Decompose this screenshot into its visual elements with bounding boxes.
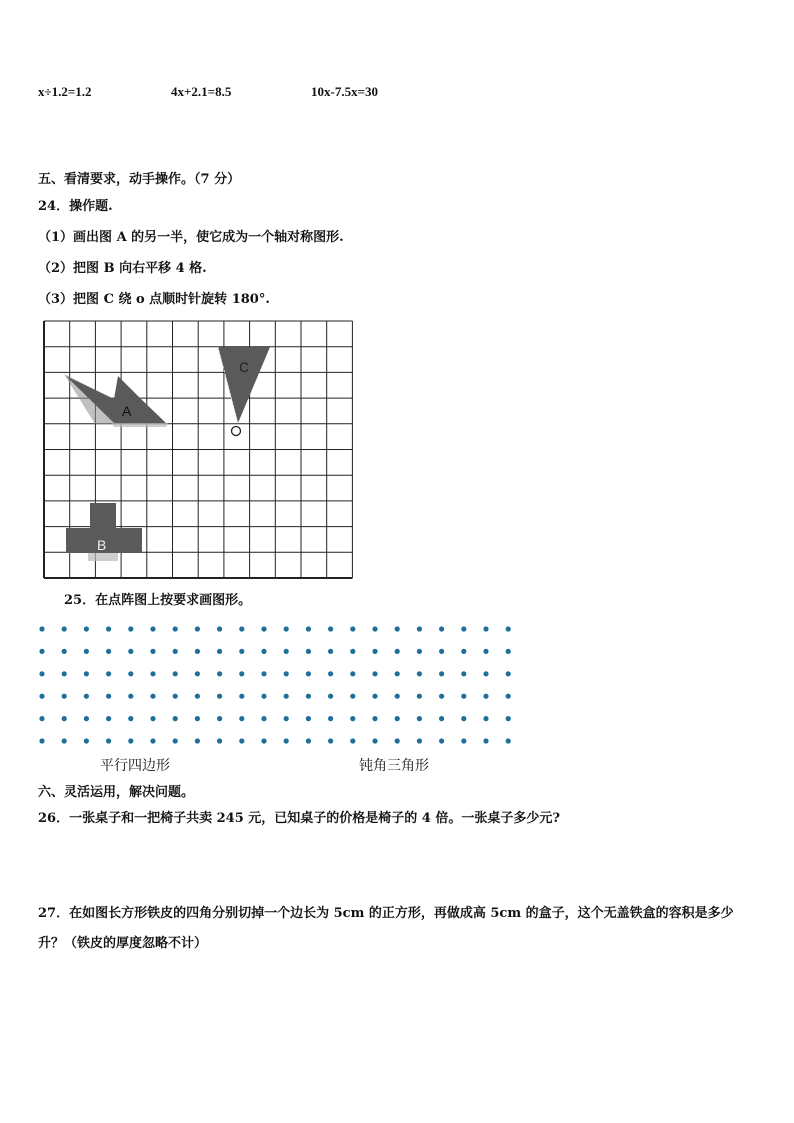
lattice-dot bbox=[439, 738, 444, 743]
lattice-dot bbox=[284, 671, 289, 676]
lattice-dot bbox=[217, 649, 222, 654]
lattice-dot bbox=[150, 649, 155, 654]
lattice-dot bbox=[106, 694, 111, 699]
lattice-dot bbox=[261, 738, 266, 743]
lattice-dot bbox=[350, 738, 355, 743]
lattice-dot bbox=[217, 671, 222, 676]
lattice-dot bbox=[261, 694, 266, 699]
lattice-dot bbox=[284, 694, 289, 699]
lattice-dot bbox=[306, 671, 311, 676]
lattice-dot bbox=[284, 738, 289, 743]
lattice-dot bbox=[217, 694, 222, 699]
question-27-line-2: 升？（铁皮的厚度忽略不计） bbox=[38, 936, 208, 951]
lattice-dot bbox=[483, 716, 488, 721]
lattice-dot bbox=[84, 738, 89, 743]
lattice-dot bbox=[128, 738, 133, 743]
lattice-dot bbox=[173, 649, 178, 654]
equation-1: x÷1.2=1.2 bbox=[38, 84, 92, 99]
lattice-dot bbox=[128, 694, 133, 699]
lattice-dot bbox=[506, 716, 511, 721]
lattice-dot bbox=[372, 716, 377, 721]
lattice-dot bbox=[62, 671, 67, 676]
lattice-dot bbox=[150, 716, 155, 721]
lattice-dot bbox=[106, 671, 111, 676]
lattice-dot bbox=[506, 626, 511, 631]
lattice-dot bbox=[306, 716, 311, 721]
lattice-dot bbox=[150, 626, 155, 631]
lattice-dot bbox=[84, 649, 89, 654]
section-5-heading: 五、看清要求，动手操作。（7 分） bbox=[38, 172, 241, 187]
lattice-dot bbox=[150, 671, 155, 676]
lattice-dot bbox=[306, 649, 311, 654]
lattice-dot bbox=[173, 738, 178, 743]
lattice-dot bbox=[39, 671, 44, 676]
lattice-dot bbox=[239, 649, 244, 654]
lattice-dot bbox=[106, 738, 111, 743]
label-c: C bbox=[239, 359, 250, 375]
lattice-dot bbox=[84, 626, 89, 631]
lattice-dot bbox=[284, 649, 289, 654]
lattice-dot bbox=[395, 738, 400, 743]
label-a: A bbox=[122, 403, 132, 419]
lattice-dot bbox=[62, 649, 67, 654]
lattice-dot bbox=[261, 626, 266, 631]
lattice-dot bbox=[417, 716, 422, 721]
lattice-dot bbox=[439, 716, 444, 721]
lattice-dot bbox=[39, 716, 44, 721]
lattice-dot bbox=[284, 716, 289, 721]
lattice-dot bbox=[195, 649, 200, 654]
lattice-dot bbox=[395, 671, 400, 676]
lattice-dot bbox=[328, 716, 333, 721]
question-24-item-1: （1）画出图 A 的另一半，使它成为一个轴对称图形. bbox=[38, 230, 344, 245]
lattice-dot bbox=[372, 671, 377, 676]
lattice-dot bbox=[395, 649, 400, 654]
lattice-dot bbox=[506, 671, 511, 676]
lattice-dot bbox=[39, 738, 44, 743]
lattice-dot bbox=[439, 626, 444, 631]
lattice-dot bbox=[461, 626, 466, 631]
lattice-dot bbox=[506, 649, 511, 654]
lattice-dot bbox=[84, 716, 89, 721]
lattice-dot bbox=[306, 694, 311, 699]
question-27-line-1: 27．在如图长方形铁皮的四角分别切掉一个边长为 5cm 的正方形，再做成高 5cm 的盒子，这个无盖铁盒的容积是多少 bbox=[38, 906, 734, 921]
lattice-dot bbox=[328, 626, 333, 631]
lattice-dot bbox=[239, 626, 244, 631]
lattice-dot bbox=[106, 626, 111, 631]
lattice-dot bbox=[483, 738, 488, 743]
question-24-item-3: （3）把图 C 绕 o 点顺时针旋转 180°. bbox=[38, 292, 270, 307]
lattice-dot bbox=[195, 671, 200, 676]
lattice-dot bbox=[461, 694, 466, 699]
lattice-dot bbox=[417, 649, 422, 654]
lattice-dot bbox=[150, 738, 155, 743]
question-24-item-2: （2）把图 B 向右平移 4 格. bbox=[38, 261, 207, 276]
lattice-dot bbox=[306, 738, 311, 743]
transformation-grid bbox=[42, 319, 354, 581]
lattice-dot bbox=[439, 649, 444, 654]
lattice-dot bbox=[62, 694, 67, 699]
lattice-dot bbox=[239, 694, 244, 699]
lattice-dot bbox=[239, 716, 244, 721]
lattice-dot bbox=[439, 694, 444, 699]
lattice-dot bbox=[506, 738, 511, 743]
lattice-dot bbox=[39, 626, 44, 631]
lattice-dot bbox=[483, 626, 488, 631]
lattice-dot bbox=[328, 694, 333, 699]
lattice-dot bbox=[483, 671, 488, 676]
rotation-center-o bbox=[232, 427, 241, 436]
lattice-dot bbox=[372, 626, 377, 631]
lattice-dot bbox=[173, 626, 178, 631]
lattice-dot bbox=[62, 626, 67, 631]
lattice-dot bbox=[461, 738, 466, 743]
lattice-dot bbox=[62, 738, 67, 743]
lattice-dot bbox=[395, 626, 400, 631]
lattice-dot bbox=[372, 649, 377, 654]
question-24-title: 24．操作题. bbox=[38, 199, 113, 214]
lattice-dot bbox=[350, 649, 355, 654]
label-b: B bbox=[97, 537, 107, 553]
lattice-dot bbox=[461, 671, 466, 676]
lattice-dot bbox=[239, 738, 244, 743]
lattice-dot bbox=[62, 716, 67, 721]
lattice-dot bbox=[350, 671, 355, 676]
lattice-dot bbox=[173, 716, 178, 721]
lattice-dot bbox=[106, 716, 111, 721]
lattice-dot bbox=[483, 694, 488, 699]
lattice-dot bbox=[350, 716, 355, 721]
lattice-dot bbox=[328, 738, 333, 743]
lattice-dot bbox=[328, 671, 333, 676]
caption-obtuse-triangle: 钝角三角形 bbox=[359, 758, 429, 774]
lattice-dot bbox=[173, 694, 178, 699]
dot-lattice bbox=[36, 622, 516, 752]
question-26: 26．一张桌子和一把椅子共卖 245 元，已知桌子的价格是椅子的 4 倍。一张桌子多少元? bbox=[38, 811, 560, 826]
lattice-dot bbox=[84, 694, 89, 699]
section-6-heading: 六、灵活运用，解决问题。 bbox=[38, 785, 195, 800]
lattice-dot bbox=[506, 694, 511, 699]
lattice-dot bbox=[306, 626, 311, 631]
lattice-dot bbox=[417, 671, 422, 676]
lattice-dot bbox=[84, 671, 89, 676]
lattice-dot bbox=[439, 671, 444, 676]
lattice-dot bbox=[217, 716, 222, 721]
lattice-dot bbox=[106, 649, 111, 654]
lattice-dot bbox=[128, 649, 133, 654]
lattice-dot bbox=[261, 716, 266, 721]
lattice-dot bbox=[461, 716, 466, 721]
equation-3: 10x-7.5x=30 bbox=[311, 84, 378, 99]
lattice-dot bbox=[150, 694, 155, 699]
shape-b bbox=[90, 503, 116, 528]
lattice-dot bbox=[483, 649, 488, 654]
equation-2: 4x+2.1=8.5 bbox=[171, 84, 232, 99]
lattice-dot bbox=[195, 626, 200, 631]
lattice-dot bbox=[417, 626, 422, 631]
lattice-dot bbox=[128, 626, 133, 631]
lattice-dot bbox=[261, 649, 266, 654]
lattice-dot bbox=[217, 738, 222, 743]
lattice-dot bbox=[195, 716, 200, 721]
lattice-dot bbox=[217, 626, 222, 631]
lattice-dot bbox=[395, 716, 400, 721]
lattice-dot bbox=[372, 738, 377, 743]
lattice-dot bbox=[195, 738, 200, 743]
lattice-dot bbox=[417, 738, 422, 743]
lattice-dot bbox=[239, 671, 244, 676]
lattice-dot bbox=[195, 694, 200, 699]
lattice-dot bbox=[128, 716, 133, 721]
lattice-dot bbox=[261, 671, 266, 676]
lattice-dot bbox=[39, 694, 44, 699]
lattice-dot bbox=[350, 626, 355, 631]
lattice-dot bbox=[417, 694, 422, 699]
lattice-dot bbox=[372, 694, 377, 699]
lattice-dot bbox=[328, 649, 333, 654]
lattice-dot bbox=[395, 694, 400, 699]
lattice-dot bbox=[128, 671, 133, 676]
question-25-title: 25．在点阵图上按要求画图形。 bbox=[64, 593, 252, 608]
lattice-dot bbox=[461, 649, 466, 654]
lattice-dot bbox=[39, 649, 44, 654]
caption-parallelogram: 平行四边形 bbox=[100, 758, 170, 774]
lattice-dot bbox=[284, 626, 289, 631]
lattice-dot bbox=[173, 671, 178, 676]
lattice-dot bbox=[350, 694, 355, 699]
